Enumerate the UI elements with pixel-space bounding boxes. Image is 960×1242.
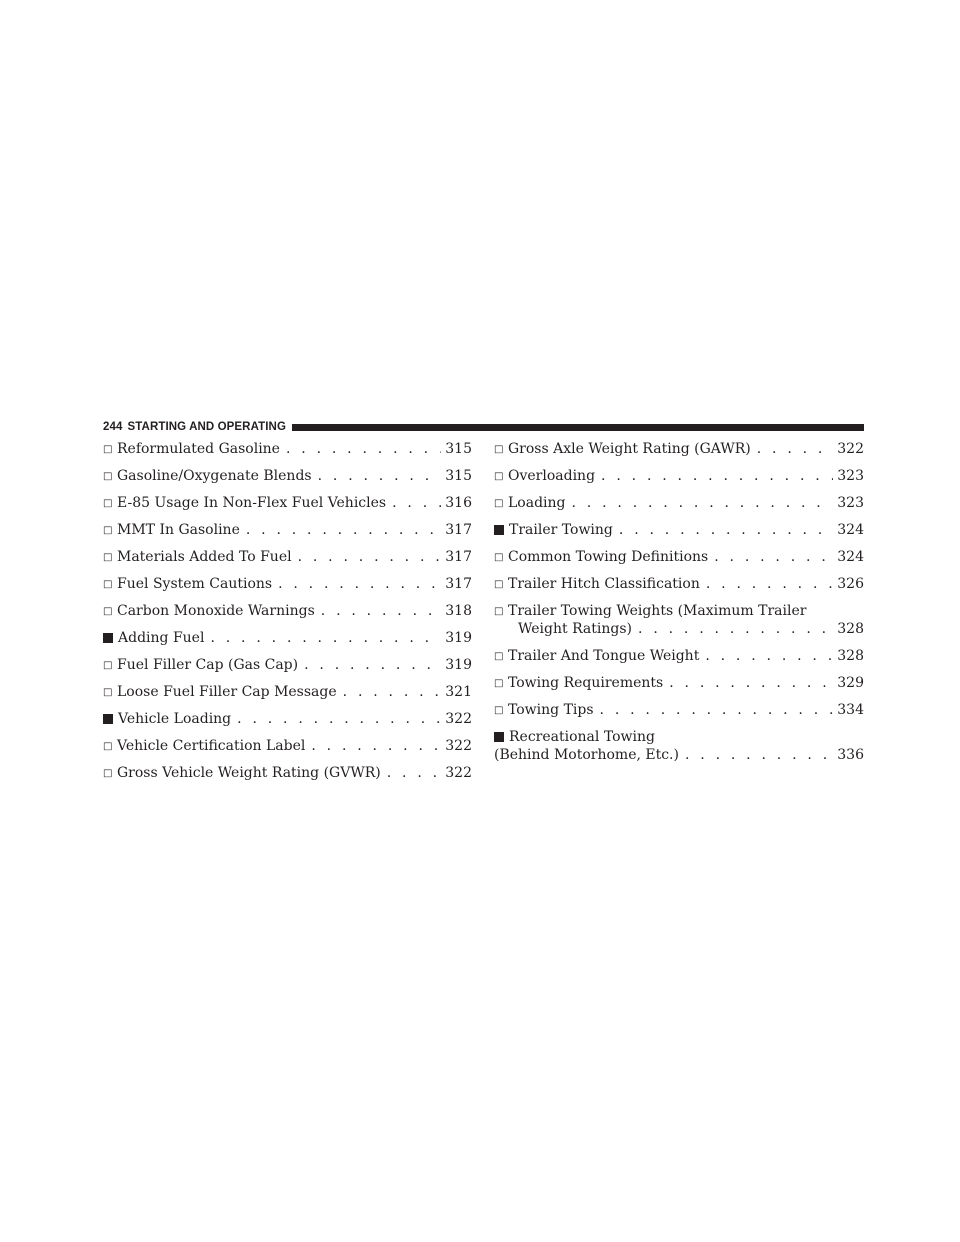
toc-entry-vehicle-loading[interactable] — [103, 710, 472, 728]
toc-entry-label: Gross Axle Weight Rating (GAWR) — [508, 441, 751, 457]
toc-entry-label: Towing Tips — [508, 702, 594, 718]
leader-dots — [714, 548, 833, 566]
toc-entry-page: 317 — [445, 576, 472, 592]
checkbox-outline-icon: □ — [494, 651, 504, 662]
checkbox-outline-icon: □ — [494, 678, 504, 689]
leader-dots — [705, 647, 833, 665]
toc-entry-label: Vehicle Loading — [118, 711, 232, 727]
leader-dots — [278, 575, 441, 593]
toc-entry-label-line2: (Behind Motorhome, Etc.) — [494, 747, 679, 763]
toc-entry-trailer-towing[interactable] — [494, 521, 864, 539]
toc-entry-label-line2: Weight Ratings) — [518, 621, 633, 637]
toc-entry-recreational-towing[interactable] — [494, 728, 864, 764]
toc-entry-page: 318 — [445, 603, 472, 619]
leader-dots — [392, 494, 441, 512]
toc-entry-overloading[interactable] — [494, 467, 864, 485]
toc-entry-gasoline-oxygenate-blends[interactable] — [103, 467, 472, 485]
leader-dots — [600, 701, 834, 719]
leader-dots — [321, 602, 442, 620]
toc-entry-page: 323 — [837, 495, 864, 511]
page-header — [103, 420, 864, 434]
toc-entry-trailer-towing-weights[interactable] — [494, 602, 864, 638]
checkbox-outline-icon: □ — [103, 768, 113, 779]
checkbox-outline-icon: □ — [494, 579, 504, 590]
filled-square-icon — [494, 525, 504, 535]
toc-entry-page: 322 — [445, 711, 472, 727]
toc-entry-label: Towing Requirements — [508, 675, 664, 691]
leader-dots — [318, 467, 442, 485]
toc-entry-page: 326 — [837, 576, 864, 592]
checkbox-outline-icon: □ — [494, 552, 504, 563]
checkbox-outline-icon: □ — [103, 741, 113, 752]
toc-entry-label: MMT In Gasoline — [117, 522, 240, 538]
toc-entry-page: 324 — [837, 522, 864, 538]
leader-dots — [210, 629, 441, 647]
toc-entry-page: 322 — [445, 738, 472, 754]
toc-entry-label: Overloading — [508, 468, 596, 484]
checkbox-outline-icon: □ — [103, 660, 113, 671]
leader-dots — [669, 674, 833, 692]
toc-entry-page: 328 — [837, 648, 864, 664]
toc-entry-label: E-85 Usage In Non-Flex Fuel Vehicles — [117, 495, 387, 511]
leader-dots — [685, 746, 833, 764]
toc-entry-label: Trailer Towing — [509, 522, 613, 538]
toc-entry-page: 329 — [837, 675, 864, 691]
toc-entry-page: 328 — [837, 621, 864, 637]
toc-entry-label: Adding Fuel — [118, 630, 205, 646]
filled-square-icon — [103, 714, 113, 724]
checkbox-outline-icon: □ — [494, 606, 504, 617]
leader-dots — [619, 521, 833, 539]
toc-entry-page: 322 — [445, 765, 472, 781]
toc-entry-e85-usage[interactable] — [103, 494, 472, 512]
toc-entry-trailer-hitch-classification[interactable] — [494, 575, 864, 593]
checkbox-outline-icon: □ — [103, 687, 113, 698]
leader-dots — [706, 575, 833, 593]
toc-entry-page: 323 — [837, 468, 864, 484]
toc-entry-materials-added-to-fuel[interactable] — [103, 548, 472, 566]
leader-dots — [246, 521, 441, 539]
leader-dots — [757, 440, 834, 458]
toc-entry-label-line1: Trailer Towing Weights (Maximum Trailer — [508, 603, 807, 619]
toc-entry-label: Reformulated Gasoline — [117, 441, 280, 457]
toc-entry-label: Loose Fuel Filler Cap Message — [117, 684, 337, 700]
toc-entry-fuel-system-cautions[interactable] — [103, 575, 472, 593]
toc-entry-gawr[interactable] — [494, 440, 864, 458]
toc-entry-towing-tips[interactable] — [494, 701, 864, 719]
checkbox-outline-icon: □ — [494, 471, 504, 482]
toc-entry-fuel-filler-cap[interactable] — [103, 656, 472, 674]
toc-entry-page: 324 — [837, 549, 864, 565]
toc-entry-towing-requirements[interactable] — [494, 674, 864, 692]
toc-entry-page: 316 — [445, 495, 472, 511]
page-number: 244 — [103, 421, 123, 433]
filled-square-icon — [103, 633, 113, 643]
leader-dots — [638, 620, 833, 638]
leader-dots — [601, 467, 833, 485]
leader-dots — [343, 683, 442, 701]
checkbox-outline-icon: □ — [494, 444, 504, 455]
toc-entry-label: Fuel System Cautions — [117, 576, 273, 592]
checkbox-outline-icon: □ — [103, 444, 113, 455]
toc-entry-page: 317 — [445, 522, 472, 538]
checkbox-outline-icon: □ — [103, 552, 113, 563]
leader-dots — [298, 548, 442, 566]
checkbox-outline-icon: □ — [103, 498, 113, 509]
toc-left-column — [103, 440, 472, 791]
toc-entry-label: Trailer Hitch Classification — [508, 576, 700, 592]
toc-entry-page: 322 — [837, 441, 864, 457]
toc-entry-vehicle-certification-label[interactable] — [103, 737, 472, 755]
toc-entry-common-towing-definitions[interactable] — [494, 548, 864, 566]
toc-entry-page: 334 — [837, 702, 864, 718]
checkbox-outline-icon: □ — [494, 498, 504, 509]
toc-entry-label: Trailer And Tongue Weight — [508, 648, 700, 664]
toc-entry-loading[interactable] — [494, 494, 864, 512]
toc-entry-page: 317 — [445, 549, 472, 565]
toc-entry-label: Vehicle Certification Label — [117, 738, 306, 754]
toc-entry-page: 315 — [445, 468, 472, 484]
toc-entry-page: 336 — [837, 747, 864, 763]
leader-dots — [572, 494, 834, 512]
toc-entry-gvwr[interactable] — [103, 764, 472, 782]
checkbox-outline-icon: □ — [103, 525, 113, 536]
toc-entry-page: 319 — [445, 657, 472, 673]
leader-dots — [237, 710, 441, 728]
toc-entry-page: 315 — [445, 441, 472, 457]
leader-dots — [387, 764, 442, 782]
toc-entry-loose-fuel-filler-cap-message[interactable] — [103, 683, 472, 701]
toc-entry-label: Gross Vehicle Weight Rating (GVWR) — [117, 765, 381, 781]
toc-entry-carbon-monoxide-warnings[interactable] — [103, 602, 472, 620]
toc-entry-reformulated-gasoline[interactable] — [103, 440, 472, 458]
toc-entry-label: Common Towing Definitions — [508, 549, 709, 565]
toc-entry-label: Loading — [508, 495, 566, 511]
checkbox-outline-icon: □ — [103, 471, 113, 482]
checkbox-outline-icon: □ — [103, 606, 113, 617]
toc-entry-page: 319 — [445, 630, 472, 646]
header-rule — [292, 424, 864, 431]
toc-right-column — [494, 440, 864, 773]
toc-entry-trailer-and-tongue-weight[interactable] — [494, 647, 864, 665]
filled-square-icon — [494, 732, 504, 742]
toc-entry-label: Materials Added To Fuel — [117, 549, 292, 565]
leader-dots — [311, 737, 441, 755]
checkbox-outline-icon: □ — [103, 579, 113, 590]
toc-entry-adding-fuel[interactable] — [103, 629, 472, 647]
section-title: STARTING AND OPERATING — [127, 421, 287, 433]
checkbox-outline-icon: □ — [494, 705, 504, 716]
leader-dots — [286, 440, 441, 458]
toc-entry-page: 321 — [445, 684, 472, 700]
toc-entry-label: Gasoline/Oxygenate Blends — [117, 468, 312, 484]
toc-entry-label-line1: Recreational Towing — [509, 729, 655, 745]
toc-entry-mmt-in-gasoline[interactable] — [103, 521, 472, 539]
toc-entry-label: Fuel Filler Cap (Gas Cap) — [117, 657, 299, 673]
toc-entry-label: Carbon Monoxide Warnings — [117, 603, 315, 619]
leader-dots — [304, 656, 441, 674]
